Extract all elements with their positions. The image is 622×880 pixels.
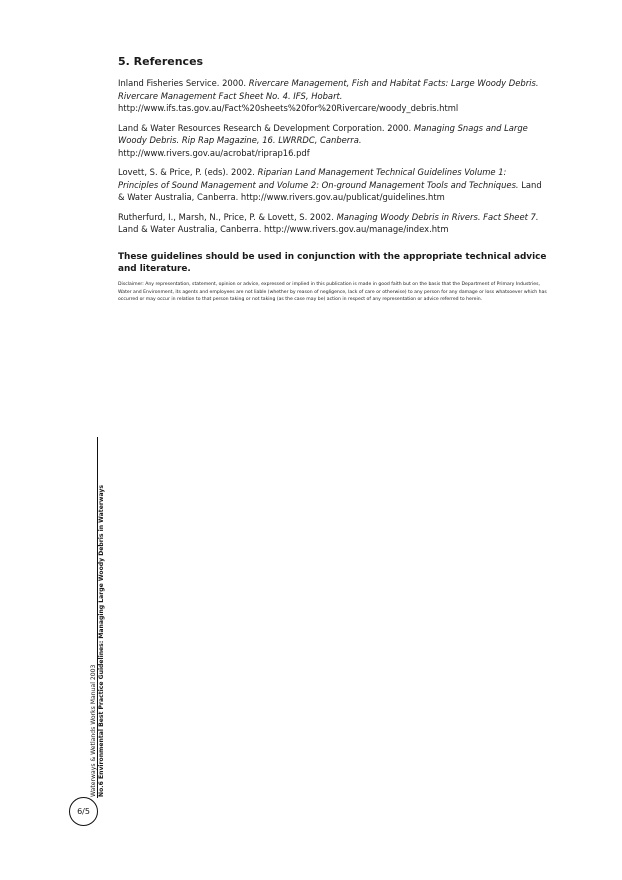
section-heading: 5. References (118, 55, 204, 68)
disclaimer-text: Disclaimer: Any representation, statement, opinion or advice, expressed or implied in this publication is made in good faith but on the basis that the Department of Primary Industries, Water and Environment, its agents and employees are not liable (whether by reason of negligence, lack of care or otherwise) to any person for any damage or loss whatsoever which has occurred or may occur in relation to that person taking or not taking (as the case may be) action in respect of any representation or advice referred to herein. (118, 282, 547, 303)
guideline-title: No.6 Environmental Best Practice Guidelines: Managing Large Woody Debris in Waterways (98, 485, 105, 797)
reference-item: Rutherfurd, I., Marsh, N., Price, P. & Lovett, S. 2002. Managing Woody Debris in Rivers. Fact Sheet 7. Land & Water Australia, Canberra. http://www.rivers.gov.au/manage/index.htm (118, 211, 539, 234)
reference-item: Lovett, S. & Price, P. (eds). 2002. Riparian Land Management Technical Guidelines Volume 1: Principles of Sound Management and Volume 2: On-ground Management Tools and Techniques. Land & Water Australia, Canberra. http://www.rivers.gov.au/publicat/guidelines.htm (118, 167, 542, 202)
reference-item: Land & Water Resources Research & Development Corporation. 2000. Managing Snags and Large Woody Debris. Rip Rap Magazine, 16. LWRRDC, Canberra. http://www.rivers.gov.au/acrobat/riprap16.pdf (118, 122, 528, 158)
main-content (118, 55, 548, 304)
guidelines-note: These guidelines should be used in conjunction with the appropriate technical advice and literature. (118, 251, 547, 274)
reference-item: Inland Fisheries Service. 2000. Rivercare Management, Fish and Habitat Facts: Large Woody Debris. Rivercare Management Fact Sheet No. 4. IFS, Hobart. http://www.ifs.tas.gov.au/Fact%20sheets%20for%20Rivercare/woody_debris.html (118, 78, 539, 113)
sidebar-title (90, 397, 106, 797)
manual-title: Waterways & Wetlands Works Manual 2003 (90, 664, 97, 797)
page-number: 6/5 (69, 797, 98, 826)
